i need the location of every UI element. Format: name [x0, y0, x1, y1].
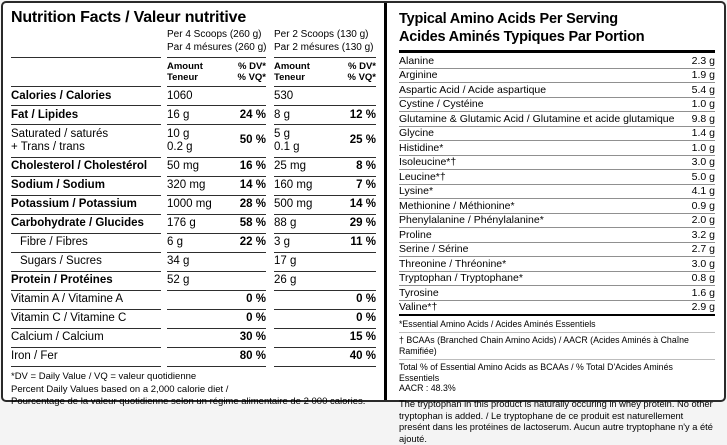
dv-value: 11 %	[350, 236, 376, 248]
amino-label: Isoleucine*†	[399, 156, 457, 168]
amino-row-proline	[399, 228, 715, 243]
amino-value: 2.9 g	[691, 301, 715, 313]
amino-row-glutamine	[399, 112, 715, 127]
amino-acids-title	[399, 10, 715, 53]
bcaa-footnote: † BCAAs (Branched Chain Amino Acids) / AACR (Acides Aminés à Chaîne Ramifiée)	[399, 333, 715, 360]
row-label: Vitamin A / Vitamine A	[11, 291, 161, 310]
row-label: Fibre / Fibres	[11, 234, 161, 253]
amino-value: 5.0 g	[691, 170, 715, 183]
serving-size-header-row	[11, 29, 376, 58]
amino-row-arginine	[399, 69, 715, 84]
amount-value: 50 mg	[167, 160, 199, 172]
percent-dv-footnote-fr: Pourcentage de la valeur quotidienne selon un régime alimentaire de 2 000 calories.	[11, 395, 366, 407]
amino-title-fr: Acides Aminés Typiques Par Portion	[399, 29, 645, 45]
amino-row-leucine	[399, 170, 715, 185]
serving-2-en: Per 2 Scoops (130 g)	[274, 29, 369, 40]
nutrition-footnotes	[11, 367, 376, 408]
amount-value: 1000 mg	[167, 198, 212, 210]
amino-value: 2.7 g	[691, 243, 715, 255]
column-header-row	[11, 58, 376, 87]
nutrition-row-cholesterol	[11, 158, 376, 177]
amino-value: 9.8 g	[691, 112, 715, 125]
amount-value: 88 g	[274, 217, 297, 229]
amino-row-histidine	[399, 141, 715, 156]
dv-value: 29 %	[349, 217, 376, 229]
amino-value: 0.8 g	[691, 272, 715, 284]
nutrition-row-fibre	[11, 234, 376, 253]
amino-label: Arginine	[399, 69, 438, 81]
amount-header-1: Amount Teneur	[167, 61, 203, 83]
amount-value: 10 g 0.2 g	[167, 127, 193, 153]
amino-value: 2.3 g	[691, 54, 715, 67]
dv-value: 16 %	[239, 160, 266, 172]
row-label: Carbohydrate / Glucides	[11, 215, 161, 234]
amino-value: 3.0 g	[691, 156, 715, 168]
nutrition-row-calcium	[11, 329, 376, 348]
amino-row-methionine	[399, 199, 715, 214]
column-headers-group-2	[274, 58, 376, 87]
nutrition-row-saturated-trans	[11, 125, 376, 158]
row-label: Saturated / saturés + Trans / trans	[11, 125, 161, 158]
amino-acid-list	[399, 54, 715, 316]
amount-value: 3 g	[274, 236, 290, 248]
nutrition-row-carbohydrate	[11, 215, 376, 234]
amount-value: 26 g	[274, 274, 297, 286]
row-label: Fat / Lipides	[11, 106, 161, 125]
amino-label: Glycine	[399, 127, 435, 139]
amino-label: Tryptophan / Tryptophane*	[399, 272, 523, 284]
amino-label: Valine*†	[399, 301, 438, 313]
amino-row-cystine	[399, 98, 715, 113]
amino-label: Alanine	[399, 54, 435, 67]
amount-value: 17 g	[274, 255, 297, 267]
amino-label: Glutamine & Glutamic Acid / Glutamine et acide glutamique	[399, 112, 675, 125]
nutrition-row-calories	[11, 87, 376, 106]
amount-value: 34 g	[167, 255, 190, 267]
amino-value: 3.2 g	[691, 228, 715, 241]
amount-value: 160 mg	[274, 179, 313, 191]
amount-value: 176 g	[167, 217, 196, 229]
nutrition-row-vitamin-a	[11, 291, 376, 310]
nutrition-row-sodium	[11, 177, 376, 196]
dv-value: 24 %	[239, 108, 266, 121]
amino-value: 3.0 g	[691, 257, 715, 270]
amino-row-threonine	[399, 257, 715, 272]
amino-value: 1.4 g	[691, 127, 715, 139]
amount-value: 1060	[167, 89, 193, 102]
tryptophan-note: The tryptophan in this product is naturally occuring in whey protein. No other tryptophan is added. / Le tryptophane de ce produit est naturellement presént dans les protéines de lactoserum. Aucun autre tryptophane n'y a été ajouté.	[399, 399, 713, 444]
dv-value: 58 %	[239, 217, 266, 229]
dv-value: 0 %	[356, 293, 376, 305]
row-label: Protein / Protéines	[11, 272, 161, 291]
amino-label: Lysine*	[399, 185, 434, 197]
nutrition-row-protein	[11, 272, 376, 291]
row-label: Iron / Fer	[11, 348, 161, 367]
amount-value: 8 g	[274, 108, 290, 121]
nutrition-facts-panel	[3, 3, 387, 407]
amino-value: 1.9 g	[691, 69, 715, 81]
dv-value: 40 %	[349, 350, 376, 362]
amino-title-en: Typical Amino Acids Per Serving	[399, 11, 618, 27]
dv-value: 25 %	[349, 134, 376, 147]
amino-label: Tyrosine	[399, 286, 439, 299]
nutrition-row-fat	[11, 106, 376, 125]
nutrition-row-iron	[11, 348, 376, 367]
row-label: Calcium / Calcium	[11, 329, 161, 348]
amino-value: 1.0 g	[691, 141, 715, 154]
nutrition-row-sugars	[11, 253, 376, 272]
amino-label: Proline	[399, 228, 432, 241]
nutrition-facts-title: Nutrition Facts / Valeur nutritive	[11, 9, 247, 26]
dv-value: 0 %	[246, 312, 266, 324]
serving-1-fr: Par 4 mésures (260 g)	[167, 41, 267, 53]
amino-row-phenylalanine	[399, 214, 715, 229]
dv-value: 22 %	[239, 236, 266, 248]
amino-value: 1.0 g	[691, 98, 715, 110]
amino-row-serine	[399, 243, 715, 258]
essential-footnote: *Essential Amino Acids / Acides Aminés Essentiels	[399, 316, 715, 333]
dv-value: 28 %	[239, 198, 266, 210]
amount-value: 5 g 0.1 g	[274, 127, 300, 153]
serving-1-en: Per 4 Scoops (260 g)	[167, 29, 262, 40]
dv-value: 0 %	[246, 293, 266, 305]
dv-value: 30 %	[239, 331, 266, 343]
amount-value: 52 g	[167, 274, 190, 286]
amino-row-alanine	[399, 54, 715, 69]
amino-value: 4.1 g	[691, 185, 715, 197]
nutrition-row-potassium	[11, 196, 376, 215]
dv-value: 15 %	[349, 331, 376, 343]
dv-value: 50 %	[239, 134, 266, 147]
amino-label: Methionine / Méthionine*	[399, 199, 515, 212]
row-label: Cholesterol / Cholestérol	[11, 158, 161, 177]
dv-definition-footnote: *DV = Daily Value / VQ = valeur quotidienne	[11, 370, 197, 382]
amino-row-aspartic-acid	[399, 83, 715, 98]
amino-label: Threonine / Thréonine*	[399, 257, 507, 270]
row-label: Calories / Calories	[11, 87, 161, 106]
column-headers-group-1	[167, 58, 266, 87]
amino-value: 1.6 g	[691, 286, 715, 299]
row-label: Potassium / Potassium	[11, 196, 161, 215]
amount-value: 320 mg	[167, 179, 206, 191]
amount-value: 530	[274, 89, 294, 102]
dv-value: 80 %	[239, 350, 266, 362]
dv-value: 7 %	[356, 179, 376, 191]
amino-row-valine	[399, 301, 715, 317]
amino-row-lysine	[399, 185, 715, 200]
dv-header-1: % DV* % VQ*	[237, 61, 266, 83]
row-label: Sodium / Sodium	[11, 177, 161, 196]
serving-column-1-header	[167, 29, 266, 58]
amino-value: 5.4 g	[691, 83, 715, 96]
serving-2-fr: Par 2 mésures (130 g)	[274, 41, 374, 53]
dv-value: 8 %	[356, 160, 376, 172]
amino-row-tryptophan	[399, 272, 715, 287]
nutrition-row-vitamin-c	[11, 310, 376, 329]
dv-value: 0 %	[356, 312, 376, 324]
amino-label: Leucine*†	[399, 170, 446, 183]
amino-label: Serine / Sérine	[399, 243, 469, 255]
amino-label: Cystine / Cystéine	[399, 98, 484, 110]
amino-label: Aspartic Acid / Acide aspartique	[399, 83, 547, 96]
amino-acids-panel	[387, 3, 724, 444]
amount-value: 25 mg	[274, 160, 306, 172]
amino-label: Phenylalanine / Phénylalanine*	[399, 214, 544, 226]
amino-value: 2.0 g	[691, 214, 715, 226]
amount-header-2: Amount Teneur	[274, 61, 310, 83]
amount-value: 500 mg	[274, 198, 313, 210]
amino-row-tyrosine	[399, 286, 715, 301]
amino-value: 0.9 g	[691, 199, 715, 212]
amino-row-isoleucine	[399, 156, 715, 171]
percent-dv-footnote-en: Percent Daily Values based on a 2,000 calorie diet /	[11, 384, 229, 395]
amino-label: Histidine*	[399, 141, 444, 154]
amino-row-glycine	[399, 127, 715, 142]
serving-column-2-header	[274, 29, 376, 58]
row-label: Sugars / Sucres	[11, 253, 161, 272]
amount-value: 16 g	[167, 108, 190, 121]
row-label: Vitamin C / Vitamine C	[11, 310, 161, 329]
nutrition-label	[1, 1, 726, 444]
dv-header-2: % DV* % VQ*	[347, 61, 376, 83]
amino-footnotes	[399, 316, 715, 445]
dv-value: 14 %	[349, 198, 376, 210]
dv-value: 14 %	[239, 179, 266, 191]
bcaa-total-footnote: Total % of Essential Amino Acids as BCAAs / % Total D'Acides Aminés Essentiels AACR : 48.3%	[399, 362, 673, 393]
dv-value: 12 %	[349, 108, 376, 121]
amount-value: 6 g	[167, 236, 183, 248]
